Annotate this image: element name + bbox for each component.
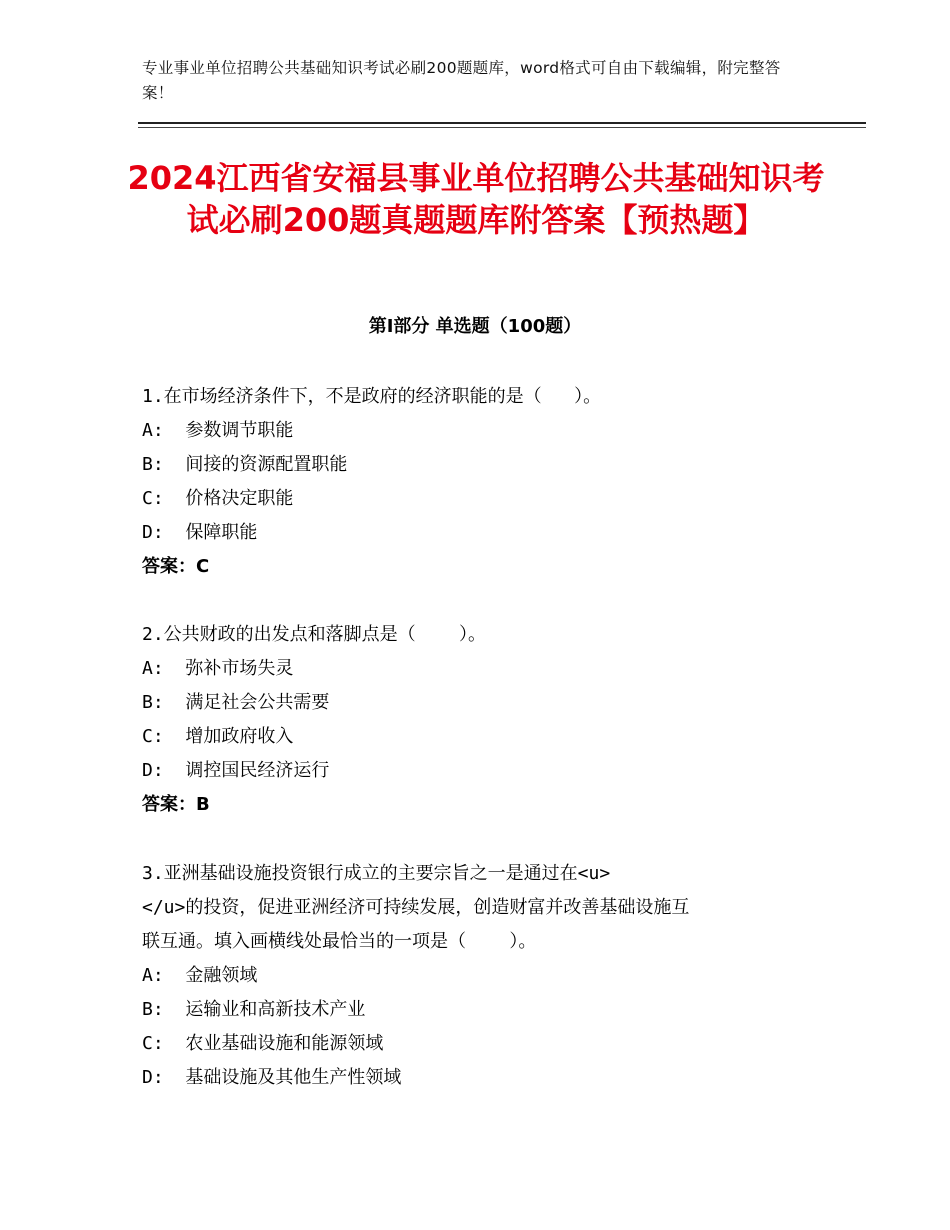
option-b: B: 满足社会公共需要 — [142, 692, 330, 713]
option-d: D: 调控国民经济运行 — [142, 760, 330, 781]
question-stem-line-3: 联互通。填入画横线处最恰当的一项是（ ）。 — [142, 931, 537, 952]
answer: 答案：C — [142, 556, 210, 577]
option-c: C: 农业基础设施和能源领域 — [142, 1033, 384, 1054]
header-note: 专业事业单位招聘公共基础知识考试必刷200题题库，word格式可自由下载编辑，附完整答案！ — [142, 59, 781, 102]
option-a: A: 参数调节职能 — [142, 420, 294, 441]
option-b: B: 间接的资源配置职能 — [142, 454, 348, 475]
option-c: C: 增加政府收入 — [142, 726, 294, 747]
answer: 答案：B — [142, 794, 210, 815]
question-stem: 1.在市场经济条件下，不是政府的经济职能的是（ ）。 — [142, 386, 602, 407]
question-stem-line-1: 3.亚洲基础设施投资银行成立的主要宗旨之一是通过在<u> — [142, 863, 611, 884]
page-title: 2024江西省安福县事业单位招聘公共基础知识考试必刷200题真题题库附答案【预热题】 — [127, 159, 825, 239]
header-divider-thin — [138, 127, 866, 128]
option-b: B: 运输业和高新技术产业 — [142, 999, 366, 1020]
option-d: D: 保障职能 — [142, 522, 258, 543]
option-d: D: 基础设施及其他生产性领域 — [142, 1067, 402, 1088]
option-c: C: 价格决定职能 — [142, 488, 294, 509]
option-a: A: 弥补市场失灵 — [142, 658, 294, 679]
question-stem: 2.公共财政的出发点和落脚点是（ ）。 — [142, 624, 487, 645]
section-title: 第Ⅰ部分 单选题（100题） — [368, 316, 582, 337]
question-stem-line-2: </u>的投资，促进亚洲经济可持续发展，创造财富并改善基础设施互 — [142, 897, 690, 918]
question-1 — [142, 380, 802, 584]
option-a: A: 金融领域 — [142, 965, 258, 986]
header-divider — [138, 122, 866, 124]
question-2 — [142, 618, 802, 822]
question-3 — [142, 857, 802, 1095]
